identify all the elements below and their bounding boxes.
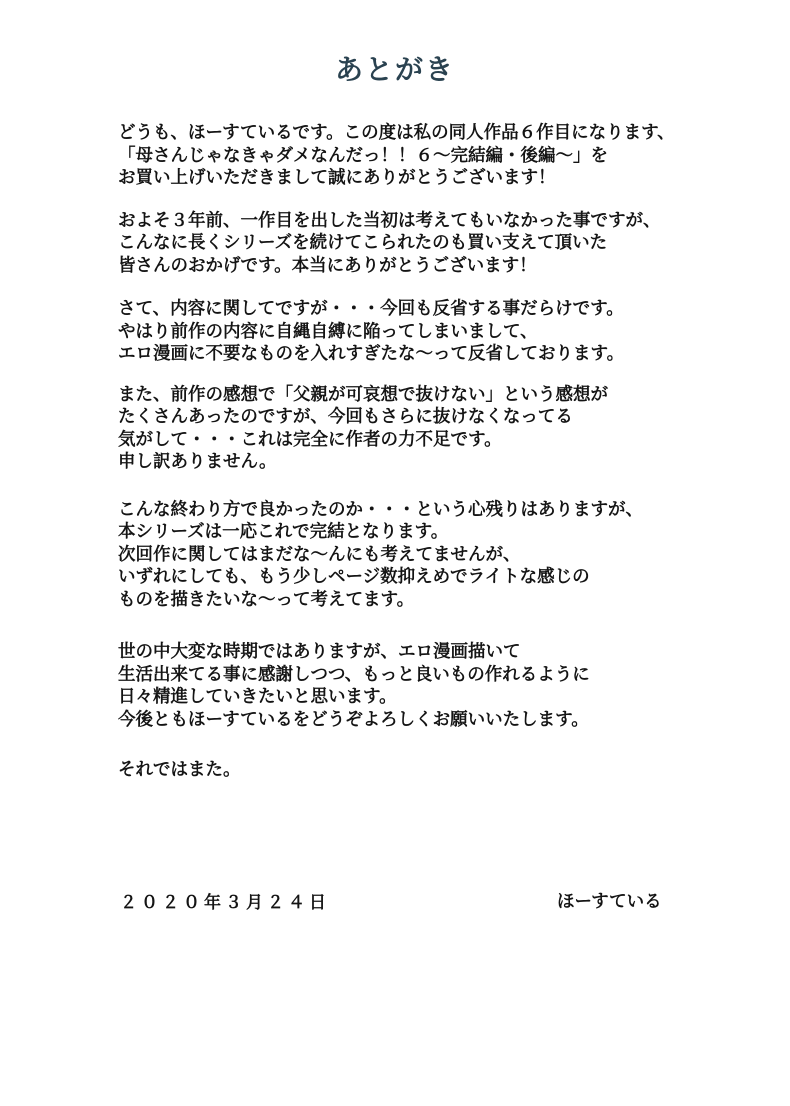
text-line: 次回作に関してはまだな〜んにも考えてませんが、 [118, 544, 521, 565]
page-title: あとがき [334, 53, 455, 86]
text-line: 世の中大変な時期ではありますが、エロ漫画描いて [118, 642, 521, 662]
text-line: 生活出来てる事に感謝しつつ、もっと良いもの作れるように [118, 664, 590, 685]
text-line: たくさんあったのですが、今回もさらに抜けなくなってる [118, 407, 573, 427]
text-line: こんな終わり方で良かったのか・・・という心残りはありますが、 [118, 499, 643, 520]
text-line: 申し訳ありません。 [118, 452, 277, 472]
text-line: お買い上げいただきまして誠にありがとうございます！ [118, 168, 556, 188]
text-line: また、前作の感想で「父親が可哀想で抜けない」という感想が [118, 384, 608, 405]
paragraph-5 [118, 499, 758, 612]
text-line: エロ漫画に不要なものを入れすぎたな〜って反省しております。 [118, 344, 625, 364]
text-line: さて、内容に関してですが・・・今回も反省する事だらけです。 [118, 299, 624, 319]
text-line: 気がして・・・これは完全に作者の力不足です。 [118, 429, 502, 450]
text-line: およそ３年前、一作目を出した当初は考えてもいなかった事ですが、 [118, 210, 661, 231]
paragraph-1 [118, 122, 758, 190]
text-line: いずれにしても、もう少しページ数抑えめでライトな感じの [118, 567, 590, 587]
text-line: ものを描きたいな〜って考えてます。 [118, 589, 415, 610]
paragraph-closing [118, 759, 758, 782]
text-line: 今後ともほーすているをどうぞよろしくお願いいたします。 [118, 709, 589, 730]
text-line: こんなに長くシリーズを続けてこられたのも買い支えて頂いた [118, 233, 608, 253]
afterword-body [118, 122, 758, 782]
paragraph-3 [118, 298, 758, 366]
text-line: それではまた。 [118, 760, 241, 780]
text-line: 「母さんじゃなきゃダメなんだっ！！６〜完結編・後編〜」を [118, 145, 608, 166]
text-line: どうも、ほーすているです。この度は私の同人作品６作目になります、 [118, 123, 675, 143]
text-line: 日々精進していきたいと思います。 [118, 687, 397, 707]
signature-date: ２０２０年３月２４日 [120, 893, 330, 913]
text-line: やはり前作の内容に自縄自縛に陥ってしまいまして、 [118, 321, 538, 342]
signature-author: ほーすている [557, 892, 662, 912]
paragraph-2 [118, 210, 758, 278]
text-line: 皆さんのおかげです。本当にありがとうございます！ [118, 255, 537, 276]
paragraph-4 [118, 384, 758, 474]
paragraph-6 [118, 641, 758, 731]
text-line: 本シリーズは一応これで完結となります。 [118, 522, 449, 542]
